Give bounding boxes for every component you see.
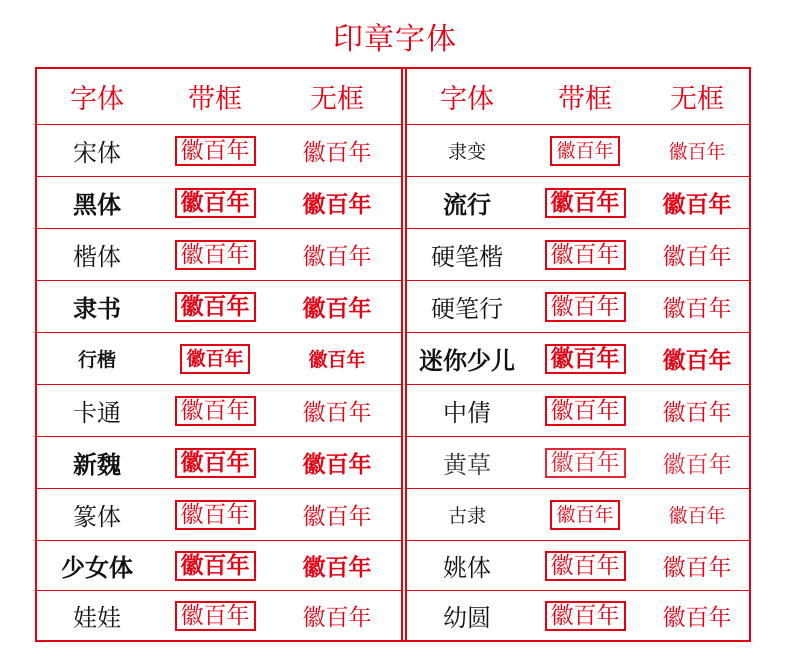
framed-seal-sample: 徽百年 bbox=[180, 344, 249, 374]
framed-sample-cell bbox=[527, 437, 643, 488]
framed-seal-sample: 徽百年 bbox=[175, 396, 256, 426]
unframed-sample-cell bbox=[643, 333, 751, 384]
unframed-sample-cell bbox=[273, 489, 401, 540]
font-name: 流行 bbox=[443, 190, 491, 219]
table-row bbox=[37, 333, 401, 385]
unframed-sample-cell bbox=[273, 281, 401, 332]
page-title: 印章字体 bbox=[333, 22, 457, 57]
framed-sample-cell bbox=[527, 177, 643, 228]
table-row bbox=[37, 229, 401, 281]
font-name: 娃娃 bbox=[73, 604, 121, 632]
font-name: 黑体 bbox=[73, 191, 121, 219]
framed-seal-sample: 徽百年 bbox=[175, 551, 256, 581]
framed-sample-cell bbox=[157, 229, 273, 280]
unframed-seal-sample: 徽百年 bbox=[668, 141, 726, 163]
font-name: 中倩 bbox=[443, 399, 491, 427]
unframed-sample-cell bbox=[643, 229, 751, 280]
table-row bbox=[407, 385, 751, 437]
unframed-seal-sample: 徽百年 bbox=[662, 191, 732, 218]
unframed-seal-sample: 徽百年 bbox=[662, 555, 732, 581]
table-row bbox=[37, 385, 401, 437]
unframed-sample-cell bbox=[643, 437, 751, 488]
framed-seal-sample: 徽百年 bbox=[550, 136, 619, 166]
table-row bbox=[407, 229, 751, 281]
unframed-sample-cell bbox=[273, 437, 401, 488]
framed-seal-sample: 徽百年 bbox=[175, 136, 256, 166]
framed-sample-cell bbox=[157, 125, 273, 176]
table-row bbox=[407, 125, 751, 177]
framed-seal-sample: 徽百年 bbox=[550, 500, 619, 530]
unframed-sample-cell bbox=[273, 591, 401, 640]
table-row bbox=[37, 281, 401, 333]
unframed-sample-cell bbox=[273, 229, 401, 280]
unframed-seal-sample: 徽百年 bbox=[302, 504, 372, 530]
framed-sample-cell bbox=[527, 541, 643, 590]
left-header-font: 字体 bbox=[70, 84, 124, 115]
unframed-seal-sample: 徽百年 bbox=[662, 348, 732, 374]
unframed-seal-sample: 徽百年 bbox=[302, 295, 372, 322]
unframed-seal-sample: 徽百年 bbox=[302, 244, 372, 270]
framed-seal-sample: 徽百年 bbox=[175, 188, 256, 218]
framed-sample-cell bbox=[157, 281, 273, 332]
framed-seal-sample: 徽百年 bbox=[175, 601, 256, 631]
right-panel bbox=[407, 69, 751, 640]
framed-seal-sample: 徽百年 bbox=[545, 292, 626, 322]
font-name: 卡通 bbox=[73, 399, 121, 427]
framed-seal-sample: 徽百年 bbox=[545, 448, 626, 478]
framed-sample-cell bbox=[157, 489, 273, 540]
unframed-seal-sample: 徽百年 bbox=[308, 349, 366, 371]
unframed-sample-cell bbox=[273, 333, 401, 384]
font-name: 硬笔楷 bbox=[431, 243, 503, 271]
table-row bbox=[407, 333, 751, 385]
left-panel bbox=[37, 69, 401, 640]
unframed-sample-cell bbox=[643, 281, 751, 332]
framed-seal-sample: 徽百年 bbox=[175, 292, 256, 322]
framed-sample-cell bbox=[157, 333, 273, 384]
unframed-seal-sample: 徽百年 bbox=[662, 605, 732, 631]
table-row bbox=[407, 541, 751, 591]
font-comparison-table bbox=[35, 67, 751, 642]
framed-sample-cell bbox=[157, 591, 273, 640]
left-header-framed: 带框 bbox=[188, 84, 242, 115]
table-row bbox=[37, 489, 401, 541]
framed-seal-sample: 徽百年 bbox=[175, 500, 256, 530]
table-row bbox=[407, 489, 751, 541]
font-name: 迷你少儿 bbox=[419, 347, 515, 375]
left-header-unframed: 无框 bbox=[310, 84, 364, 115]
font-name: 隶变 bbox=[447, 141, 486, 163]
framed-sample-cell bbox=[527, 489, 643, 540]
unframed-sample-cell bbox=[273, 385, 401, 436]
framed-sample-cell bbox=[527, 229, 643, 280]
unframed-seal-sample: 徽百年 bbox=[662, 452, 732, 478]
framed-sample-cell bbox=[527, 333, 643, 384]
font-name: 黄草 bbox=[443, 451, 491, 479]
unframed-seal-sample: 徽百年 bbox=[662, 296, 732, 322]
framed-seal-sample: 徽百年 bbox=[545, 240, 626, 270]
unframed-seal-sample: 徽百年 bbox=[302, 605, 372, 631]
unframed-seal-sample: 徽百年 bbox=[302, 192, 372, 218]
right-header-unframed: 无框 bbox=[670, 84, 724, 115]
table-row bbox=[407, 437, 751, 489]
font-name: 楷体 bbox=[73, 243, 121, 271]
right-header-framed: 带框 bbox=[558, 84, 612, 115]
unframed-seal-sample: 徽百年 bbox=[668, 505, 726, 527]
framed-seal-sample: 徽百年 bbox=[545, 344, 626, 374]
unframed-sample-cell bbox=[273, 177, 401, 228]
framed-sample-cell bbox=[157, 177, 273, 228]
center-divider-line-1 bbox=[401, 69, 403, 640]
framed-seal-sample: 徽百年 bbox=[175, 240, 256, 270]
framed-sample-cell bbox=[157, 541, 273, 590]
right-header-row bbox=[407, 69, 751, 125]
unframed-seal-sample: 徽百年 bbox=[302, 140, 372, 166]
font-name: 少女体 bbox=[61, 554, 133, 582]
right-header-font: 字体 bbox=[440, 84, 494, 115]
table-row bbox=[37, 125, 401, 177]
framed-sample-cell bbox=[527, 591, 643, 640]
unframed-seal-sample: 徽百年 bbox=[662, 244, 732, 270]
table-row bbox=[37, 437, 401, 489]
unframed-seal-sample: 徽百年 bbox=[302, 451, 372, 478]
framed-seal-sample: 徽百年 bbox=[545, 396, 626, 426]
framed-seal-sample: 徽百年 bbox=[545, 601, 626, 631]
framed-sample-cell bbox=[527, 281, 643, 332]
framed-sample-cell bbox=[157, 437, 273, 488]
table-row bbox=[407, 177, 751, 229]
unframed-sample-cell bbox=[643, 385, 751, 436]
font-name: 姚体 bbox=[443, 554, 491, 582]
framed-sample-cell bbox=[157, 385, 273, 436]
font-name: 行楷 bbox=[77, 349, 116, 371]
unframed-sample-cell bbox=[643, 177, 751, 228]
table-row bbox=[37, 541, 401, 591]
font-name: 硬笔行 bbox=[431, 295, 503, 323]
font-name: 幼圆 bbox=[443, 604, 491, 632]
left-header-row bbox=[37, 69, 401, 125]
framed-seal-sample: 徽百年 bbox=[545, 188, 626, 218]
unframed-sample-cell bbox=[643, 125, 751, 176]
unframed-seal-sample: 徽百年 bbox=[302, 555, 372, 581]
unframed-sample-cell bbox=[643, 591, 751, 640]
table-row bbox=[407, 591, 751, 640]
font-name: 新魏 bbox=[73, 450, 121, 479]
font-name: 隶书 bbox=[73, 294, 121, 323]
unframed-sample-cell bbox=[643, 541, 751, 590]
unframed-sample-cell bbox=[273, 125, 401, 176]
font-name: 篆体 bbox=[73, 503, 121, 531]
table-row bbox=[37, 591, 401, 640]
framed-sample-cell bbox=[527, 385, 643, 436]
font-name: 宋体 bbox=[73, 139, 121, 167]
framed-sample-cell bbox=[527, 125, 643, 176]
unframed-seal-sample: 徽百年 bbox=[302, 400, 372, 426]
table-row bbox=[37, 177, 401, 229]
unframed-sample-cell bbox=[643, 489, 751, 540]
font-name: 古隶 bbox=[447, 505, 486, 527]
table-row bbox=[407, 281, 751, 333]
unframed-sample-cell bbox=[273, 541, 401, 590]
framed-seal-sample: 徽百年 bbox=[175, 448, 256, 478]
framed-seal-sample: 徽百年 bbox=[545, 551, 626, 581]
unframed-seal-sample: 徽百年 bbox=[662, 400, 732, 426]
